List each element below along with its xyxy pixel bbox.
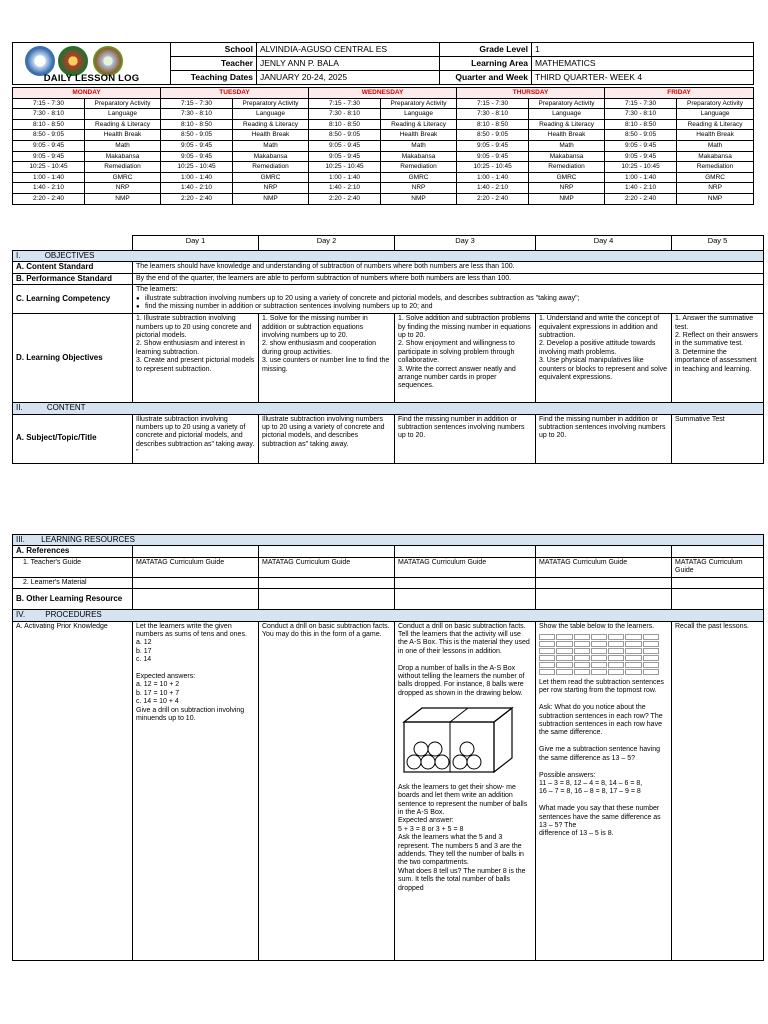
section-4-number: IV. — [16, 610, 26, 620]
schedule-subject: GMRC — [677, 172, 754, 183]
schedule-subject: Makabansa — [233, 151, 309, 162]
schedule-time: 7:30 - 8:10 — [13, 109, 85, 120]
school-label: School — [171, 43, 257, 57]
day-1-teachers-guide: MATATAG Curriculum Guide — [133, 557, 259, 577]
schedule-subject: GMRC — [529, 172, 605, 183]
schedule-row — [13, 183, 754, 194]
day-3-teachers-guide: MATATAG Curriculum Guide — [395, 557, 536, 577]
schedule-subject: Language — [529, 109, 605, 120]
schedule-subject: Language — [85, 109, 161, 120]
other-resources-label: B. Other Learning Resource — [13, 589, 133, 610]
objectives-table — [12, 235, 764, 464]
day-2-topic: Illustrate subtraction involving numbers up to 20 using a variety of concrete and pictorial models, and describes subtraction as" taking away. — [259, 414, 395, 463]
schedule-time: 8:10 - 8:50 — [13, 119, 85, 130]
day-5-objectives: 1. Answer the summative test. 2. Reflect on their answers in the summative test. 3. Determine the importance of assessment in teaching and learning. — [672, 314, 764, 403]
schedule-time: 8:50 - 9:05 — [605, 130, 677, 141]
teachers-guide-row — [13, 557, 764, 577]
dll-title: DAILY LESSON LOG — [43, 73, 140, 84]
day-4-topic: Find the missing number in addition or subtraction sentences involving numbers up to 20. — [536, 414, 672, 463]
learning-competency-row — [13, 285, 764, 314]
activating-prior-knowledge-label: A. Activating Prior Knowledge — [13, 621, 133, 960]
learning-area-label: Learning Area — [440, 57, 532, 71]
schedule-day-headers — [13, 88, 754, 99]
day-3-activity-continued: Ask the learners to get their show- me boards and let them write an addition sentence to represent the number of balls in the A-S Box. Expected answer: 5 + 3 = 8 or 3 + 5 = 8 Ask the learners what the 5 and 3 represent. The numbers 5 and 3 are the addends. They tell the number of balls in the two compartments. What does 8 tell us? The number 8 is the sum. It tells the total number of balls dropped — [398, 783, 528, 892]
schedule-subject: GMRC — [85, 172, 161, 183]
schedule-time: 1:00 - 1:40 — [457, 172, 529, 183]
performance-standard-label: B. Performance Standard — [13, 273, 133, 284]
schedule-time: 8:50 - 9:05 — [309, 130, 381, 141]
schedule-subject: Makabansa — [529, 151, 605, 162]
schedule-row — [13, 98, 754, 109]
schedule-row — [13, 172, 754, 183]
schedule-subject: Reading & Literacy — [677, 119, 754, 130]
day-header-tuesday: TUESDAY — [161, 88, 309, 99]
schedule-subject: Preparatory Activity — [677, 98, 754, 109]
day-2-header: Day 2 — [259, 236, 395, 251]
schedule-subject: NRP — [381, 183, 457, 194]
resources-section-row — [13, 535, 764, 546]
schedule-time: 7:30 - 8:10 — [161, 109, 233, 120]
weekly-schedule — [12, 87, 754, 205]
schedule-time: 2:20 - 2:40 — [161, 193, 233, 204]
schedule-subject: NRP — [529, 183, 605, 194]
schedule-subject: Preparatory Activity — [85, 98, 161, 109]
schedule-time: 7:15 - 7:30 — [605, 98, 677, 109]
section-2-number: II. — [16, 403, 23, 413]
schedule-time: 9:05 - 9:45 — [13, 140, 85, 151]
schedule-row — [13, 162, 754, 173]
schedule-subject: NMP — [233, 193, 309, 204]
day-4-header: Day 4 — [536, 236, 672, 251]
day-4-objectives: 1. Understand and write the concept of equivalent expressions in addition and subtraction. 2. Develop a positive attitude towards involving math problems. 3. Use physical manipulatives like counters or blocks to represent and solve equivalent expressions. — [536, 314, 672, 403]
day-2-teachers-guide: MATATAG Curriculum Guide — [259, 557, 395, 577]
schedule-time: 7:15 - 7:30 — [309, 98, 381, 109]
schedule-time: 7:30 - 8:10 — [309, 109, 381, 120]
day-5-header: Day 5 — [672, 236, 764, 251]
schedule-subject: Remediation — [85, 162, 161, 173]
schedule-time: 1:00 - 1:40 — [13, 172, 85, 183]
schedule-time: 7:15 - 7:30 — [161, 98, 233, 109]
schedule-time: 10:25 - 10:45 — [457, 162, 529, 173]
schedule-subject: Math — [529, 140, 605, 151]
schedule-time: 1:40 - 2:10 — [457, 183, 529, 194]
day-4-teachers-guide: MATATAG Curriculum Guide — [536, 557, 672, 577]
schedule-row — [13, 140, 754, 151]
schedule-time: 1:00 - 1:40 — [309, 172, 381, 183]
day-header-wednesday: WEDNESDAY — [309, 88, 457, 99]
schedule-subject: Makabansa — [381, 151, 457, 162]
schedule-subject: Reading & Literacy — [529, 119, 605, 130]
schedule-time: 8:10 - 8:50 — [309, 119, 381, 130]
schedule-subject: NMP — [677, 193, 754, 204]
competency-item: ● illustrate subtraction involving numbers up to 20 using a variety of concrete and pictorial models, and describes subtraction as "taking away"; — [136, 295, 760, 303]
section-3-number: III. — [16, 535, 25, 544]
schedule-subject: Language — [233, 109, 309, 120]
topic-row — [13, 414, 764, 463]
schedule-subject: Remediation — [677, 162, 754, 173]
section-4-title: PROCEDURES — [45, 610, 102, 620]
quarter-week-label: Quarter and Week — [440, 71, 532, 85]
competency-intro: The learners: — [136, 286, 178, 294]
learning-objectives-row — [13, 314, 764, 403]
section-3-title: LEARNING RESOURCES — [41, 535, 135, 544]
day-3-activity — [395, 621, 536, 960]
schedule-subject: Health Break — [233, 130, 309, 141]
schedule-subject: NRP — [233, 183, 309, 194]
schedule-subject: Remediation — [529, 162, 605, 173]
schedule-time: 7:30 - 8:10 — [605, 109, 677, 120]
schedule-subject: Makabansa — [85, 151, 161, 162]
schedule-time: 1:40 - 2:10 — [161, 183, 233, 194]
teacher-value: JENLY ANN P. BALA — [257, 57, 440, 71]
day-5-activity: Recall the past lessons. — [672, 621, 764, 960]
schedule-subject: NMP — [381, 193, 457, 204]
schedule-time: 2:20 - 2:40 — [605, 193, 677, 204]
content-standard-row — [13, 262, 764, 273]
day-4-activity-intro: Show the table below to the learners. — [539, 622, 655, 630]
day-4-activity-continued: Let them read the subtraction sentences per row starting from the topmost row. Ask: What do you notice about the subtraction sentences in each row? The subtraction sentences in each row have the same difference. Give me a subtraction sentence having the same difference as 13 – 5? Possible answers: 11 – 3 = 8, 12 – 4 = 8, 14 – 6 = 8, 16 – 7 = 8, 16 – 8 = 8, 17 – 9 = 8 What made you say that these number sentences have the same difference as 13 – 5? The difference of 13 – 5 is 8. — [539, 679, 664, 838]
schedule-subject: Math — [233, 140, 309, 151]
schedule-time: 1:40 - 2:10 — [309, 183, 381, 194]
quarter-week-value: THIRD QUARTER- WEEK 4 — [532, 71, 754, 85]
schedule-subject: Health Break — [85, 130, 161, 141]
schedule-subject: Reading & Literacy — [85, 119, 161, 130]
section-1-title: OBJECTIVES — [44, 251, 95, 260]
schedule-time: 1:40 - 2:10 — [13, 183, 85, 194]
learning-area-value: MATHEMATICS — [532, 57, 754, 71]
section-2-title: CONTENT — [46, 403, 86, 413]
schedule-subject: NRP — [85, 183, 161, 194]
schedule-time: 9:05 - 9:45 — [605, 140, 677, 151]
schedule-subject: Math — [677, 140, 754, 151]
schedule-row — [13, 130, 754, 141]
schedule-subject: GMRC — [381, 172, 457, 183]
objectives-section-row — [13, 251, 764, 262]
learners-material-label: 2. Learner's Material — [13, 577, 133, 588]
schedule-subject: NMP — [85, 193, 161, 204]
schedule-time: 1:00 - 1:40 — [161, 172, 233, 183]
objectives-day-headers — [13, 236, 764, 251]
content-section-row — [13, 403, 764, 414]
schedule-time: 7:15 - 7:30 — [13, 98, 85, 109]
day-3-header: Day 3 — [395, 236, 536, 251]
schedule-subject: Makabansa — [677, 151, 754, 162]
teacher-label: Teacher — [171, 57, 257, 71]
competency-item: ● find the missing number in addition or subtraction sentences involving numbers up to 20; and — [136, 303, 760, 311]
schedule-time: 8:10 - 8:50 — [457, 119, 529, 130]
logo-area — [13, 43, 171, 85]
schedule-time: 2:20 - 2:40 — [457, 193, 529, 204]
schedule-subject: Remediation — [381, 162, 457, 173]
section-1-number: I. — [16, 251, 21, 260]
references-label: A. References — [13, 546, 133, 557]
day-5-teachers-guide: MATATAG Curriculum Guide — [672, 557, 764, 577]
schedule-subject: Preparatory Activity — [381, 98, 457, 109]
teaching-dates-label: Teaching Dates — [171, 71, 257, 85]
schedule-row — [13, 109, 754, 120]
day-5-topic: Summative Test — [672, 414, 764, 463]
learners-material-row — [13, 577, 764, 588]
performance-standard-row — [13, 273, 764, 284]
schedule-time: 9:05 - 9:45 — [13, 151, 85, 162]
day-1-objectives: 1. Illustrate subtraction involving numbers up to 20 using concrete and pictorial models. 2. Show enthusiasm and interest in learning subtraction. 3. Create and present pictorial models to represent subtraction. — [133, 314, 259, 403]
other-resources-row — [13, 589, 764, 610]
school-value: ALVINDIA-AGUSO CENTRAL ES — [257, 43, 440, 57]
day-header-thursday: THURSDAY — [457, 88, 605, 99]
schedule-subject: Reading & Literacy — [233, 119, 309, 130]
learning-competency-label: C. Learning Competency — [13, 285, 133, 314]
schedule-subject: Remediation — [233, 162, 309, 173]
schedule-subject: Health Break — [529, 130, 605, 141]
schedule-time: 8:50 - 9:05 — [161, 130, 233, 141]
schedule-time: 9:05 - 9:45 — [161, 151, 233, 162]
grade-level-value: 1 — [532, 43, 754, 57]
day-2-objectives: 1. Solve for the missing number in addition or subtraction equations involving numbers up to 20. 2. show enthusiasm and cooperation during group activities. 3. use counters or number line to find the missing. — [259, 314, 395, 403]
schedule-time: 7:30 - 8:10 — [457, 109, 529, 120]
content-standard-text: The learners should have knowledge and understanding of subtraction of numbers where both numbers are less than 100. — [133, 262, 764, 273]
performance-standard-text: By the end of the quarter, the learners are able to perform subtraction of numbers where both numbers are less than 100. — [133, 273, 764, 284]
day-header-friday: FRIDAY — [605, 88, 754, 99]
schedule-subject: Health Break — [677, 130, 754, 141]
schedule-time: 8:10 - 8:50 — [161, 119, 233, 130]
schedule-time: 9:05 - 9:45 — [309, 151, 381, 162]
schedule-subject: Math — [85, 140, 161, 151]
resources-procedures-table — [12, 534, 764, 961]
day-3-topic: Find the missing number in addition or subtraction sentences involving numbers up to 20. — [395, 414, 536, 463]
day-4-activity — [536, 621, 672, 960]
teachers-guide-label: 1. Teacher's Guide — [13, 557, 133, 577]
day-header-monday: MONDAY — [13, 88, 161, 99]
grade-level-label: Grade Level — [440, 43, 532, 57]
schedule-subject: Language — [677, 109, 754, 120]
as-box-drawing — [400, 704, 520, 776]
schedule-subject: Math — [381, 140, 457, 151]
day-3-objectives: 1. Solve addition and subtraction problems by finding the missing number in equations up to 20. 2. Show enjoyment and willingness to participate in solving problem through collaborative. 3. Write the correct answer neatly and arrange number cards in proper sequences. — [395, 314, 536, 403]
schedule-time: 10:25 - 10:45 — [605, 162, 677, 173]
day-1-topic: Illustrate subtraction involving numbers up to 20 using a variety of concrete and pictorial models, and describes subtraction as" taking away. " — [133, 414, 259, 463]
schedule-time: 9:05 - 9:45 — [161, 140, 233, 151]
schedule-row — [13, 119, 754, 130]
schedule-subject: Reading & Literacy — [381, 119, 457, 130]
schedule-time: 9:05 - 9:45 — [457, 140, 529, 151]
schedule-time: 10:25 - 10:45 — [161, 162, 233, 173]
schedule-subject: Health Break — [381, 130, 457, 141]
content-standard-label: A. Content Standard — [13, 262, 133, 273]
schedule-time: 9:05 - 9:45 — [605, 151, 677, 162]
activating-prior-knowledge-row — [13, 621, 764, 960]
schedule-time: 2:20 - 2:40 — [13, 193, 85, 204]
schedule-subject: Preparatory Activity — [529, 98, 605, 109]
procedures-section-row — [13, 610, 764, 621]
schedule-time: 9:05 - 9:45 — [309, 140, 381, 151]
schedule-time: 1:00 - 1:40 — [605, 172, 677, 183]
day-2-activity: Conduct a drill on basic subtraction facts. You may do this in the form of a game. — [259, 621, 395, 960]
schedule-time: 8:10 - 8:50 — [605, 119, 677, 130]
learning-objectives-label: D. Learning Objectives — [13, 314, 133, 403]
subtraction-table-image — [539, 634, 659, 675]
schedule-subject: NMP — [529, 193, 605, 204]
schedule-time: 2:20 - 2:40 — [309, 193, 381, 204]
schedule-time: 8:50 - 9:05 — [457, 130, 529, 141]
schedule-subject: Preparatory Activity — [233, 98, 309, 109]
schedule-time: 10:25 - 10:45 — [309, 162, 381, 173]
day-1-header: Day 1 — [133, 236, 259, 251]
references-row — [13, 546, 764, 557]
schedule-time: 1:40 - 2:10 — [605, 183, 677, 194]
schedule-time: 7:15 - 7:30 — [457, 98, 529, 109]
lesson-log-header — [12, 42, 754, 85]
schedule-time: 10:25 - 10:45 — [13, 162, 85, 173]
topic-label: A. Subject/Topic/Title — [13, 414, 133, 463]
schedule-subject: GMRC — [233, 172, 309, 183]
schedule-subject: Language — [381, 109, 457, 120]
schedule-time: 9:05 - 9:45 — [457, 151, 529, 162]
day-1-activity: Let the learners write the given numbers as sums of tens and ones. a. 12 b. 17 c. 14 Expected answers: a. 12 = 10 + 2 b. 17 = 10 + 7 c. 14 = 10 + 4 Give a drill on subtraction involving minuends up to 10. — [133, 621, 259, 960]
schedule-time: 8:50 - 9:05 — [13, 130, 85, 141]
schedule-row — [13, 151, 754, 162]
day-3-activity-intro: Conduct a drill on basic subtraction facts. Tell the learners that the activity will use the A-S Box. This is the material they used in one of their lessons in addition. Drop a number of balls in the A-S Box without telling the learners the number of balls dropped. For instance, 8 balls were dropped as shown in the drawing below. — [398, 622, 530, 697]
schedule-subject: NRP — [677, 183, 754, 194]
teaching-dates-value: JANUARY 20-24, 2025 — [257, 71, 440, 85]
schedule-row — [13, 193, 754, 204]
